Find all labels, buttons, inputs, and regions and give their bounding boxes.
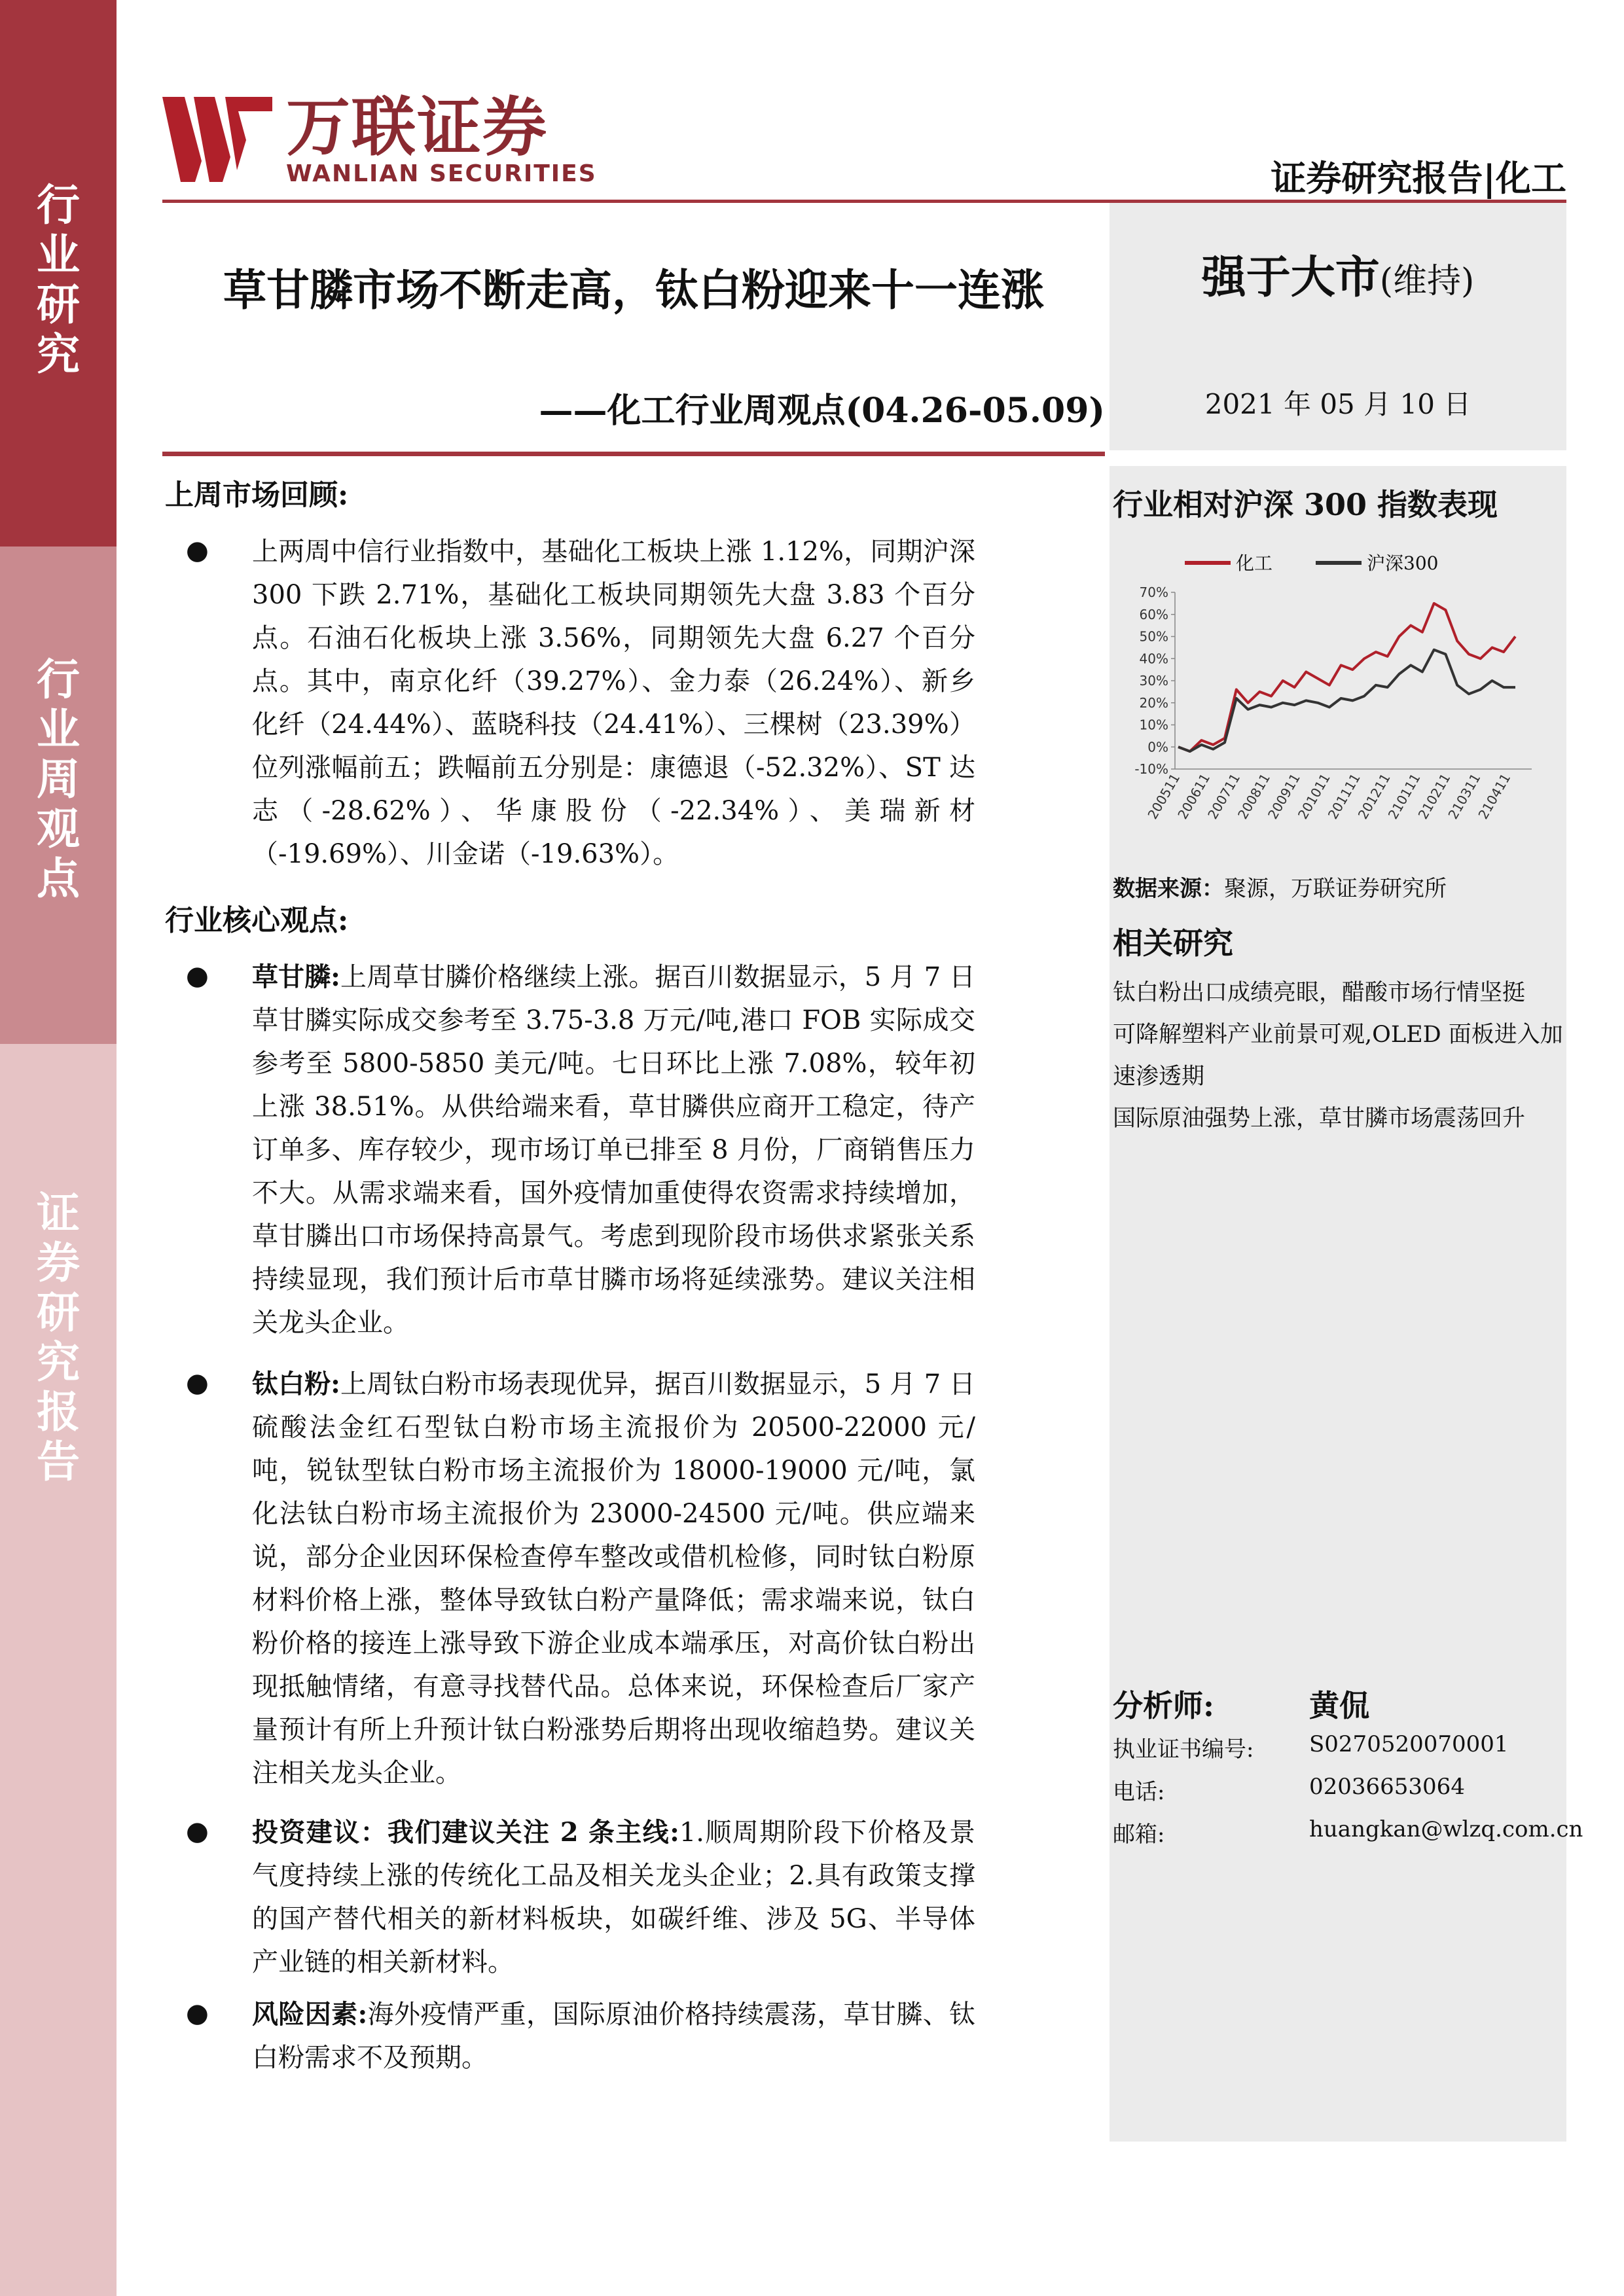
performance-chart	[1113, 530, 1545, 877]
data-source-label: 数据来源：	[1113, 876, 1224, 902]
y-tick-label: 20%	[1139, 694, 1168, 711]
side-label-char: 究	[37, 1336, 80, 1388]
side-label-industry-research	[0, 180, 117, 379]
x-tick-label: 200911	[1265, 770, 1303, 822]
side-label-char: 业	[37, 229, 80, 280]
core-view-text: 上周钛白粉市场表现优异，据百川数据显示，5 月 7 日硫酸法金红石型钛白粉市场主流报价为 20500-22000 元/吨，锐钛型钛白粉市场主流报价为 18000-19000 元/吨，氯化法钛白粉市场主流报价为 23000-24500 元/吨。供应端来说，部分企业因环保检查停车整改或借机检修，同时钛白粉原材料价格上涨，整体导致钛白粉产量降低；需求端来说，钛白粉价格的接连上涨导致下游企业成本端承压，对高价钛白粉出现抵触情绪，有意寻找替代品。总体来说，环保检查后厂家产量预计有所上升预计钛白粉涨势后期将出现收缩趋势。建议关注相关龙头企业。	[252, 1369, 976, 1788]
rating-status: (维持)	[1379, 262, 1475, 301]
core-view-investment	[252, 1811, 975, 1984]
core-view-risk	[252, 1993, 975, 2079]
x-tick-label: 201111	[1324, 770, 1363, 822]
side-label-char: 周	[37, 753, 80, 804]
y-tick-label: 50%	[1139, 628, 1168, 645]
bullet-icon: ●	[186, 1998, 209, 2028]
side-label-char: 点	[37, 853, 80, 904]
core-views-heading: 行业核心观点:	[165, 904, 349, 937]
report-date: 2021 年 05 月 10 日	[1204, 388, 1471, 420]
related-item[interactable]: 速渗透期	[1113, 1064, 1205, 1090]
y-tick-label: 40%	[1139, 651, 1168, 667]
market-review-heading: 上周市场回顾:	[165, 478, 349, 512]
x-tick-label: 200511	[1144, 770, 1183, 822]
market-review-paragraph: 上两周中信行业指数中，基础化工板块上涨 1.12%，同期沪深 300 下跌 2.71%，基础化工板块同期领先大盘 3.83 个百分点。石油石化板块上涨 3.56%，同期领先大盘 6.27 个百分点。其中，南京化纤（39.27%）、金力泰（26.24%）、新乡化纤（24.44%）、蓝晓科技（24.41%）、三棵树（23.39%）位列涨幅前五；跌幅前五分别是：康德退（-52.32%）、ST 达志（-28.62%）、华康股份（-22.34%）、美瑞新材（-19.69%）、川金诺（-19.63%）。	[252, 537, 975, 869]
y-tick-label: 0%	[1147, 739, 1168, 755]
x-tick-label: 200811	[1235, 770, 1274, 822]
report-title: 草甘膦市场不断走高，钛白粉迎来十一连涨	[223, 264, 1044, 315]
analyst-label: 分析师:	[1113, 1688, 1214, 1723]
y-tick-label: 30%	[1139, 673, 1168, 689]
legend-label: 化工	[1236, 552, 1273, 574]
phone-number: 02036653064	[1309, 1774, 1465, 1800]
title-divider	[162, 452, 1105, 456]
report-subtitle: ——化工行业周观点(04.26-05.09)	[539, 391, 1105, 431]
rating-label: 强于大市	[1201, 251, 1380, 304]
data-source	[1113, 870, 1447, 903]
data-source-text: 聚源，万联证券研究所	[1224, 876, 1447, 902]
x-tick-label: 210411	[1475, 770, 1514, 822]
core-view-text: 上周草甘膦价格继续上涨。据百川数据显示，5 月 7 日草甘膦实际成交参考至 3.75-3.8 万元/吨,港口 FOB 实际成交参考至 5800-5850 美元/吨。七日环比上涨 7.08%，较年初上涨 38.51%。从供给端来看，草甘膦供应商开工稳定，待产订单多、库存较少，现市场订单已排至 8 月份，厂商销售压力不大。从需求端来看，国外疫情加重使得农资需求持续增加，草甘膦出口市场保持高景气。考虑到现阶段市场供求紧张关系持续显现，我们预计后市草甘膦市场将延续涨势。建议关注相关龙头企业。	[252, 962, 976, 1338]
side-label-char: 报	[37, 1386, 80, 1437]
core-view-lead: 草甘膦:	[252, 961, 340, 992]
bullet-icon: ●	[186, 1816, 209, 1846]
x-tick-label: 201011	[1294, 770, 1333, 822]
side-label-char: 券	[37, 1237, 80, 1288]
legend-label: 沪深300	[1367, 552, 1439, 574]
cert-number: S0270520070001	[1309, 1731, 1509, 1757]
analyst-name: 黄侃	[1309, 1688, 1369, 1723]
related-item[interactable]: 钛白粉出口成绩亮眼，醋酸市场行情坚挺	[1113, 980, 1526, 1006]
core-view-lead: 投资建议：我们建议关注 2 条主线:	[252, 1817, 679, 1848]
y-tick-label: 70%	[1139, 584, 1168, 600]
bullet-icon: ●	[186, 535, 209, 565]
cert-label: 执业证书编号:	[1113, 1736, 1254, 1763]
side-label-weekly-view	[0, 655, 117, 903]
logo-text-cn: 万联证券	[286, 90, 549, 165]
wanlian-logo-icon	[162, 97, 272, 182]
email-label: 邮箱:	[1113, 1821, 1165, 1848]
bullet-icon: ●	[186, 1368, 209, 1398]
core-view-text: 1.顺周期阶段下价格及景气度持续上涨的传统化工品及相关龙头企业；2.具有政策支撑的国产替代相关的新材料板块，如碳纤维、涉及 5G、半导体产业链的相关新材料。	[252, 1818, 975, 1977]
side-label-securities-report	[0, 1188, 117, 1486]
core-view-lead: 钛白粉:	[252, 1369, 340, 1399]
side-label-char: 业	[37, 704, 80, 755]
bullet-icon: ●	[186, 961, 209, 991]
side-label-char: 告	[37, 1436, 80, 1487]
y-tick-label: -10%	[1134, 761, 1168, 777]
side-label-char: 行	[37, 179, 80, 230]
series-line-1	[1178, 650, 1515, 751]
side-label-char: 究	[37, 329, 80, 380]
y-tick-label: 60%	[1139, 606, 1168, 622]
core-view-text: 海外疫情严重，国际原油价格持续震荡，草甘膦、钛白粉需求不及预期。	[252, 2000, 976, 2073]
phone-label: 电话:	[1113, 1779, 1165, 1805]
core-view-glyphosate	[252, 956, 975, 1344]
report-type: 证券研究报告|化工	[1271, 157, 1566, 199]
x-tick-label: 201211	[1354, 770, 1394, 822]
related-item[interactable]: 可降解塑料产业前景可观,OLED 面板进入加	[1113, 1022, 1563, 1048]
side-label-char: 研	[37, 1287, 80, 1338]
related-item[interactable]: 国际原油强势上涨，草甘膦市场震荡回升	[1113, 1105, 1526, 1132]
side-label-char: 观	[37, 803, 80, 854]
x-tick-label: 200611	[1174, 770, 1214, 822]
y-tick-label: 10%	[1139, 717, 1168, 733]
logo-text-en: WANLIAN SECURITIES	[286, 160, 597, 187]
side-label-char: 行	[37, 654, 80, 705]
x-tick-label: 210211	[1415, 770, 1454, 822]
side-label-char: 证	[37, 1187, 80, 1238]
side-label-char: 研	[37, 279, 80, 330]
x-tick-label: 210311	[1445, 770, 1484, 822]
related-research-title: 相关研究	[1113, 925, 1233, 961]
core-view-lead: 风险因素:	[252, 1999, 368, 2030]
x-tick-label: 210111	[1384, 770, 1424, 822]
chart-title: 行业相对沪深 300 指数表现	[1113, 487, 1498, 522]
x-tick-label: 200711	[1204, 770, 1244, 822]
email-link[interactable]: huangkan@wlzq.com.cn	[1309, 1816, 1583, 1842]
core-view-titanium-dioxide	[252, 1363, 975, 1795]
rating	[1110, 242, 1566, 306]
